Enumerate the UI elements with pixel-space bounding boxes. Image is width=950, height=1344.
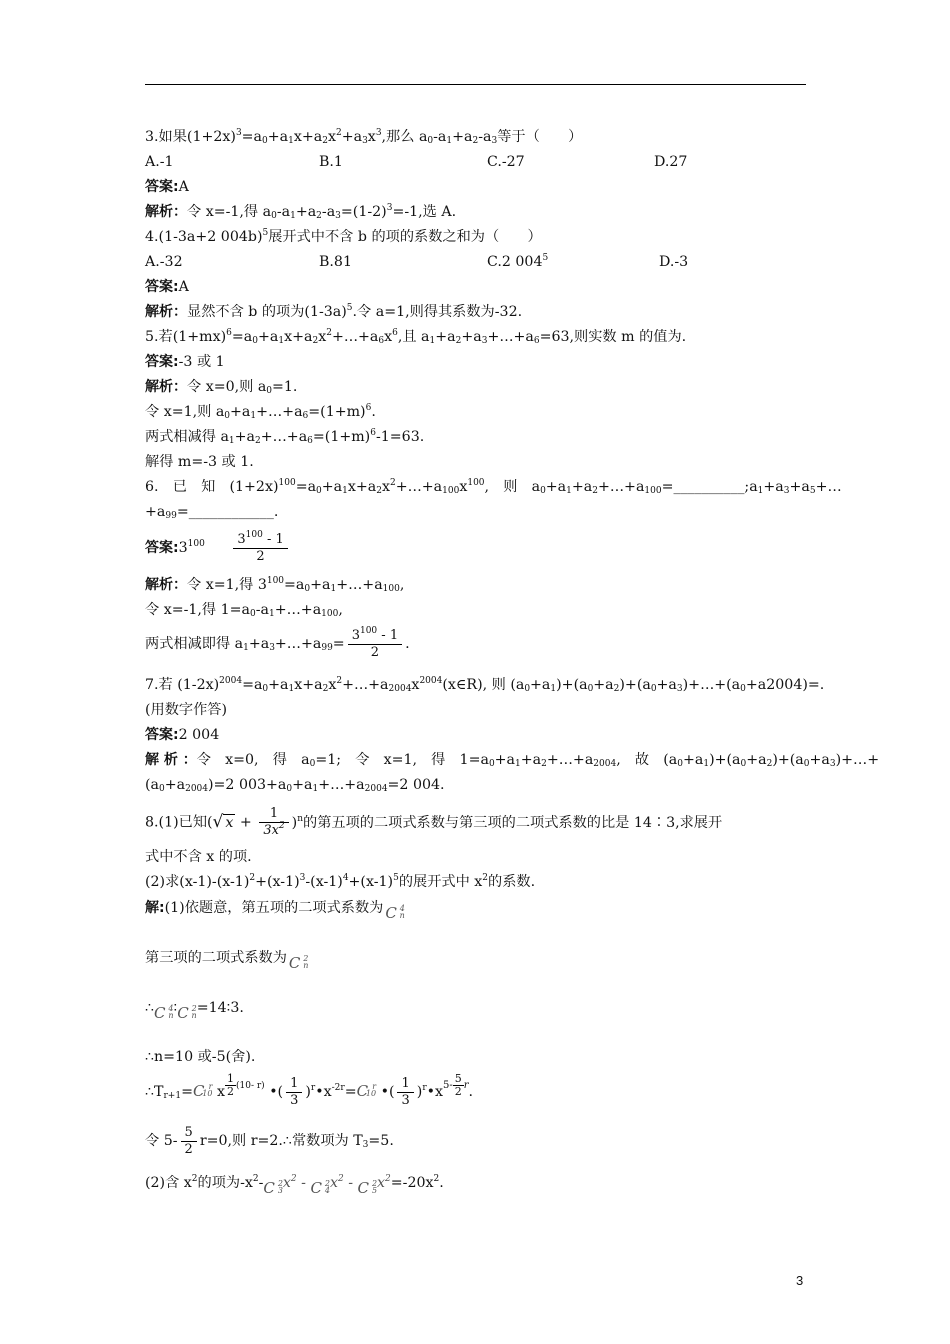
answer-value: -3 或 1 xyxy=(178,354,225,370)
q3-option-c[interactable]: C.-27 xyxy=(487,154,525,170)
analysis-label: 解析： xyxy=(145,304,187,320)
solution-label: 解: xyxy=(145,900,165,916)
q8-solution-2: 第三项的二项式系数为 C 2 n xyxy=(145,950,309,972)
fraction-one-third: $\frac{1}{3}$ xyxy=(286,1076,302,1109)
q8-solution-1: 解:(1)依题意，第五项的二项式系数为 C 4 n xyxy=(145,900,405,922)
q8-solution-4: ∴n=10 或-5(舍). xyxy=(145,1049,256,1065)
q5-analysis-4: 解得 m=-3 或 1. xyxy=(145,454,254,470)
q5-answer xyxy=(145,353,225,371)
page-number: 3 xyxy=(796,1273,804,1288)
answer-value: 2 004 xyxy=(178,727,220,743)
q8-solution-5: $\therefore T_{r+1}=C$ r 10 x $\frac{1}{2}$ (10- r) •( $\frac{1}{3}$ )$^r•x^{-2r}=C$ r 10 •( $\frac{1}{3}$ )$^r$•x5- $\frac{5}{2}$ r. xyxy=(145,1071,473,1112)
fraction-one-third: $\frac{1}{3}$ xyxy=(397,1076,413,1109)
q5-analysis-3: 两式相减得 $a_1+a_2+\dots+a_6=(1+m)^6-1=63$. xyxy=(145,428,425,446)
fraction-five-halves: $\frac{5}{2}$ xyxy=(181,1125,197,1158)
q7-stem-1: 7.若 $(1-2x)^{2004}=a_0+a_1x+a_2x^2+\dots+a_{2004}x^{2004}(x\in R)$, 则 $(a_0+a_1)+(a_0+a_2)+(a_0+a_3)+\dots+(a_0+a2004)=$. xyxy=(145,676,825,694)
q7-analysis-1: 解 析 ：令 x=0, 得 $a_0=1$; 令 x=1, 得 $1=a_0+a_1+a_2+\dots+a_{2004}$, 故 $(a_0+a_1)+(a_0+a_2)+(a_0+a_3)+\dots+$ xyxy=(145,752,880,769)
analysis-label: 解 析 ： xyxy=(145,752,197,768)
q7-answer xyxy=(145,726,219,744)
q5-analysis-1: 解析：令 x=0,则 $a_0=1$. xyxy=(145,379,298,396)
q3-stem: 3.如果$(1+2x)^3=a_0+a_1x+a_2x^2+a_3x^3$,那么 $a_0-a_1+a_2-a_3$等于（ ） xyxy=(145,128,583,146)
analysis-label: 解析： xyxy=(145,379,187,395)
q6-analysis-3: 两式相减即得 $a_1+a_3+\dots+a_{99}=$ $\frac{3^{100} - 1}{2}$ . xyxy=(145,625,410,660)
q4-option-d[interactable]: D.-3 xyxy=(659,254,689,270)
q6-answer-fraction: $\frac{3^{100} - 1}{2}$ xyxy=(233,532,287,565)
q4-option-b[interactable]: B.81 xyxy=(319,254,352,270)
answer-label: 答案: xyxy=(145,179,179,195)
binomial-c-n-2: C 2 n xyxy=(177,1004,197,1022)
exponent: $\frac{1}{2}$ (10- r) xyxy=(226,1072,265,1098)
q4-option-a[interactable]: A.-32 xyxy=(145,254,183,270)
binomial-c-4-2: C 2 4 xyxy=(310,1179,330,1197)
q6-analysis-2: 令 x=-1,得 $1=a_0-a_1+\dots+a_{100}$, xyxy=(145,602,343,619)
q8-solution-3: ∴C 4 n ∶C 2 n =14∶3. xyxy=(145,1000,244,1022)
q6-analysis-1: 解析：令 x=1,得 $3^{100}=a_0+a_1+\dots+a_{100}$, xyxy=(145,576,405,594)
binomial-c-5-2: C 2 5 xyxy=(357,1179,378,1197)
q7-stem-2: (用数字作答) xyxy=(145,702,228,718)
q4-answer xyxy=(145,278,189,296)
q6-stem-1: 6. 已 知 $(1+2x)^{100}=a_0+a_1x+a_2x^2+\dots+a_{100}x^{100}$, 则 $a_0+a_1+a_2+\dots+a_{100}=\_\_\_\_\_\_\_\_\_\_;a_1+a_3+a_5+\dots$ xyxy=(145,478,842,496)
answer-value: A xyxy=(178,279,189,295)
exponent: 5- $\frac{5}{2}$ r xyxy=(443,1072,469,1098)
q8-solution-6: 令 5- $\frac{5}{2}$ r=0,则 r=2.∴常数项为 $T_3=5$. xyxy=(145,1124,394,1157)
q3-option-a[interactable]: A.-1 xyxy=(145,154,174,170)
binomial-c-10-r: C r 10 xyxy=(192,1082,213,1100)
analysis-label: 解析： xyxy=(145,577,187,593)
q6-answer: 答案$:3^{100}$ $\frac{3^{100} - 1}{2}$ xyxy=(145,529,291,567)
q8-stem-2: 式中不含 x 的项. xyxy=(145,849,252,865)
q7-analysis-2: $(a_0+a_{2004})=2$ $003+a_0+a_1+\dots+a_{2004}=2$ 004. xyxy=(145,777,445,794)
q3-option-d[interactable]: D.27 xyxy=(654,154,688,170)
q3-answer xyxy=(145,178,189,196)
q8-stem-3: (2)求$(x-1)-(x-1)^2+(x-1)^3-(x-1)^4+(x-1)^5$的展开式中 $x^2$的系数. xyxy=(145,873,536,890)
binomial-c-3-2: C 2 3 xyxy=(263,1179,283,1197)
binomial-c-n-2: C 2 n xyxy=(288,954,309,972)
q6-stem-2: $+a_{99}=\_\_\_\_\_\_\_\_\_\_\_\_$. xyxy=(145,504,279,521)
sqrt-expression: √ x xyxy=(212,812,234,832)
answer-label: 答案: xyxy=(145,354,179,370)
q4-stem: 4.(1-3a+2 004b)$^5$展开式中不含 b 的项的系数之和为（ ） xyxy=(145,228,542,245)
q5-analysis-2: 令 x=1,则 $a_0+a_1+\dots+a_6=(1+m)^6$. xyxy=(145,403,376,421)
answer-label: 答案: xyxy=(145,279,179,295)
binomial-c-10-r: C r 10 xyxy=(356,1082,377,1100)
q4-analysis: 解析：显然不含 b 的项为$(1-3a)^5$.令 a=1,则得其系数为-32. xyxy=(145,303,523,320)
q8-solution-7: (2)含 $x^2$的项为$-x^2-C$ 2 3 $x^2$ - C 2 4 $x^2$ - C 2 5 $x^2=-20x^2$. xyxy=(145,1174,444,1197)
answer-label: 答案: xyxy=(145,540,179,556)
q5-stem: 5.若$(1+mx)^6=a_0+a_1x+a_2x^2+\dots+a_6x^6$,且 $a_1+a_2+a_3+\dots+a_6=63$,则实数 m 的值为. xyxy=(145,328,687,346)
binomial-c-n-4: C 4 n xyxy=(154,1004,174,1022)
q4-option-c[interactable]: C.2 $004^5$ xyxy=(487,253,549,270)
q8-stem-1: 8.(1)已知(√ x + $\frac{1}{3x^2}$ )$^n$的第五项的二项式系数与第三项的二项式系数的比是 14∶3,求展开 xyxy=(145,800,722,845)
binomial-c-n-4: C 4 n xyxy=(385,904,405,922)
q6-analysis-fraction: $\frac{3^{100} - 1}{2}$ xyxy=(348,628,402,661)
q8-fraction: $\frac{1}{3x^2}$ xyxy=(259,806,288,839)
header-rule xyxy=(145,84,806,85)
q3-analysis: 解析：令 x=-1,得 $a_0-a_1+a_2-a_3=(1-2)^3=-1$,选 A. xyxy=(145,203,457,221)
q3-option-b[interactable]: B.1 xyxy=(319,154,343,170)
answer-label: 答案: xyxy=(145,727,179,743)
analysis-label: 解析： xyxy=(145,204,187,220)
answer-value: A xyxy=(178,179,189,195)
